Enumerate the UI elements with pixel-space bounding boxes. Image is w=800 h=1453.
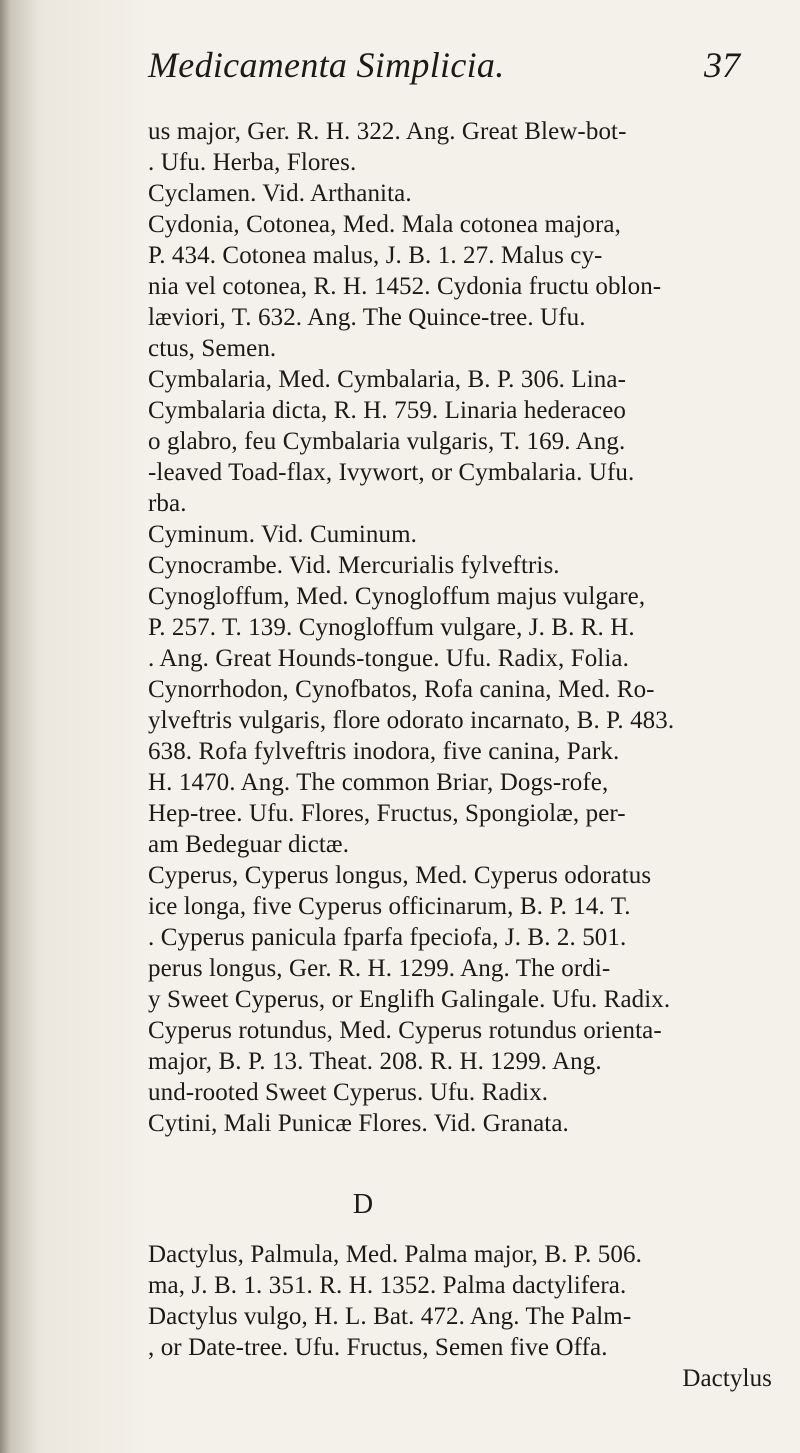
book-page [148,40,788,1440]
text-line: P. 434. Cotonea malus, J. B. 1. 27. Malus cy- [148,242,603,269]
text-line: . Ang. Great Hounds-tongue. Ufu. Radix, Folia. [148,645,629,672]
text-line: Cyminum. Vid. Cuminum. [148,521,418,548]
text-line: Cynogloffum, Med. Cynogloffum majus vulgare, [148,583,646,610]
page-number: 37 [704,45,740,85]
text-line: P. 257. T. 139. Cynogloffum vulgare, J. B. R. H. [148,614,635,641]
text-line: Hep-tree. Ufu. Flores, Fructus, Spongiolæ, per- [148,800,626,827]
text-line: ma, J. B. 1. 351. R. H. 1352. Palma dactylifera. [148,1272,627,1299]
text-line: Cymbalaria dicta, R. H. 759. Linaria hederaceo [148,397,627,424]
text-line: ylveftris vulgaris, flore odorato incarnato, B. P. 483. [148,707,675,734]
text-line: Cydonia, Cotonea, Med. Mala cotonea majora, [148,211,621,238]
running-title: Medicamenta Simplicia. [148,45,505,85]
text-line: , or Date-tree. Ufu. Fructus, Semen five Offa. [148,1334,608,1361]
text-line: H. 1470. Ang. The common Briar, Dogs-rofe, [148,769,609,796]
text-line: Cyclamen. Vid. Arthanita. [148,180,412,207]
section-letter: D [352,1189,374,1220]
text-line: ctus, Semen. [148,335,277,362]
text-line: -leaved Toad-flax, Ivywort, or Cymbalaria. Ufu. [148,459,635,486]
text-line: Cymbalaria, Med. Cymbalaria, B. P. 306. Lina- [148,366,627,393]
text-line: o glabro, feu Cymbalaria vulgaris, T. 169. Ang. [148,428,626,455]
text-line: rba. [148,490,187,517]
text-line: Cynocrambe. Vid. Mercurialis fylveftris. [148,552,560,579]
text-line: Cyperus, Cyperus longus, Med. Cyperus odoratus [148,862,652,889]
text-line: Cyperus rotundus, Med. Cyperus rotundus orienta- [148,1017,662,1044]
text-line: . Cyperus panicula fparfa fpeciofa, J. B. 2. 501. [148,924,627,951]
page-header [148,40,788,100]
text-line: læviori, T. 632. Ang. The Quince-tree. Ufu. [148,304,586,331]
text-line: major, B. P. 13. Theat. 208. R. H. 1299. Ang. [148,1048,602,1075]
text-line: us major, Ger. R. H. 322. Ang. Great Blew-bot- [148,118,627,145]
text-line: ice longa, five Cyperus officinarum, B. P. 14. T. [148,893,631,920]
text-line: und-rooted Sweet Cyperus. Ufu. Radix. [148,1079,549,1106]
text-line: nia vel cotonea, R. H. 1452. Cydonia fructu oblon- [148,273,662,300]
catchword: Dactylus [682,1365,772,1392]
text-line: 638. Rofa fylveftris inodora, five canina, Park. [148,738,620,765]
text-line: Dactylus, Palmula, Med. Palma major, B. P. 506. [148,1241,642,1268]
text-line: perus longus, Ger. R. H. 1299. Ang. The ordi- [148,955,611,982]
text-line: Cynorrhodon, Cynofbatos, Rofa canina, Med. Ro- [148,676,655,703]
entries-block [148,116,788,1394]
text-line: y Sweet Cyperus, or Englifh Galingale. Ufu. Radix. [148,986,671,1013]
text-line: Cytini, Mali Punicæ Flores. Vid. Granata. [148,1110,569,1137]
text-line: am Bedeguar dictæ. [148,831,350,858]
text-line: Dactylus vulgo, H. L. Bat. 472. Ang. The Palm- [148,1303,632,1330]
binding-gutter [0,0,150,1453]
text-line: . Ufu. Herba, Flores. [148,149,357,176]
